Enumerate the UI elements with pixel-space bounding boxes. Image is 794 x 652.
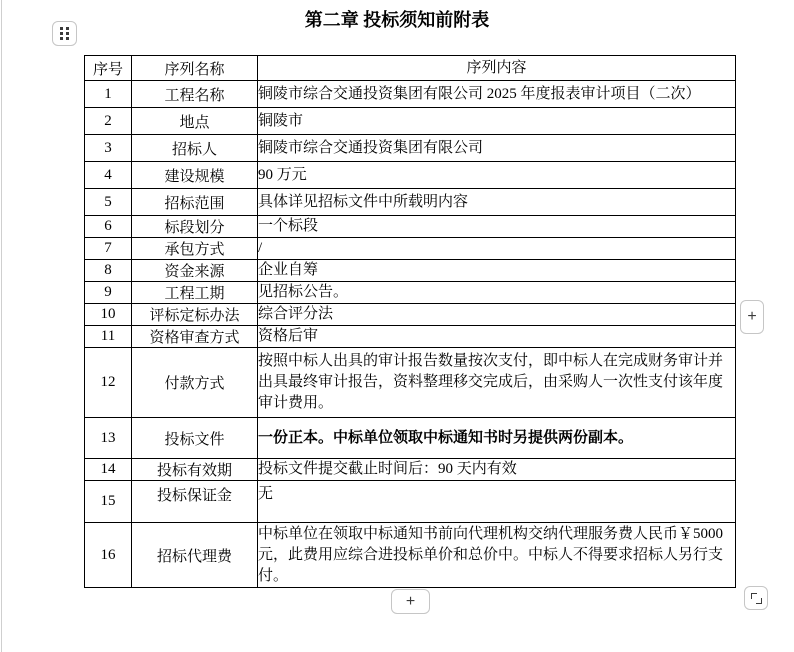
row-content-cell[interactable]: 投标文件提交截止时间后：90 天内有效 <box>258 459 736 481</box>
row-content-cell[interactable]: 铜陵市综合交通投资集团有限公司 2025 年度报表审计项目（二次） <box>258 81 736 108</box>
row-content-cell[interactable]: 中标单位在领取中标通知书前向代理机构交纳代理服务费人民币￥5000 元，此费用应综合进投标单价和总价中。中标人不得要求招标人另行支付。 <box>258 523 736 588</box>
row-name-cell[interactable]: 投标保证金 <box>132 481 258 523</box>
table-row <box>85 523 736 588</box>
row-number-cell[interactable]: 4 <box>85 162 132 189</box>
add-column-button[interactable] <box>740 300 764 334</box>
row-number-cell[interactable]: 13 <box>85 418 132 459</box>
row-name-cell[interactable]: 投标文件 <box>132 418 258 459</box>
table-row <box>85 348 736 418</box>
row-number-cell[interactable]: 11 <box>85 326 132 348</box>
row-number-cell[interactable]: 3 <box>85 135 132 162</box>
row-number-cell[interactable]: 8 <box>85 260 132 282</box>
table-header-row <box>85 56 736 81</box>
plus-icon: + <box>405 592 416 610</box>
table-row <box>85 418 736 459</box>
row-name-cell[interactable]: 承包方式 <box>132 238 258 260</box>
row-content-cell[interactable]: / <box>258 238 736 260</box>
row-number-cell[interactable]: 7 <box>85 238 132 260</box>
panel-edge-divider <box>1 0 2 652</box>
table-row <box>85 481 736 523</box>
row-number-cell[interactable]: 1 <box>85 81 132 108</box>
row-number-cell[interactable]: 16 <box>85 523 132 588</box>
row-number-cell[interactable]: 10 <box>85 304 132 326</box>
row-content-cell[interactable]: 一份正本。中标单位领取中标通知书时另提供两份副本。 <box>258 418 736 459</box>
row-content-cell[interactable]: 一个标段 <box>258 216 736 238</box>
table-row <box>85 135 736 162</box>
table-row <box>85 326 736 348</box>
header-item-content[interactable]: 序列内容 <box>258 56 736 81</box>
expand-table-button[interactable] <box>744 586 768 610</box>
row-name-cell[interactable]: 招标范围 <box>132 189 258 216</box>
table-row <box>85 282 736 304</box>
row-name-cell[interactable]: 投标有效期 <box>132 459 258 481</box>
bid-notice-table <box>84 55 736 588</box>
table-row <box>85 81 736 108</box>
row-content-cell[interactable]: 按照中标人出具的审计报告数量按次支付，即中标人在完成财务审计并出具最终审计报告，资料整理移交完成后，由采购人一次性支付该年度审计费用。 <box>258 348 736 418</box>
table-row <box>85 459 736 481</box>
table-row <box>85 108 736 135</box>
row-content-cell[interactable]: 综合评分法 <box>258 304 736 326</box>
table-row <box>85 216 736 238</box>
table-row <box>85 260 736 282</box>
table-row <box>85 304 736 326</box>
row-number-cell[interactable]: 15 <box>85 481 132 523</box>
header-seq-no[interactable]: 序号 <box>85 56 132 81</box>
row-content-cell[interactable]: 铜陵市 <box>258 108 736 135</box>
row-name-cell[interactable]: 工程名称 <box>132 81 258 108</box>
expand-icon <box>751 593 762 604</box>
row-content-cell[interactable]: 具体详见招标文件中所载明内容 <box>258 189 736 216</box>
page-title: 第二章 投标须知前附表 <box>304 10 490 30</box>
row-content-cell[interactable]: 企业自筹 <box>258 260 736 282</box>
row-name-cell[interactable]: 付款方式 <box>132 348 258 418</box>
row-number-cell[interactable]: 14 <box>85 459 132 481</box>
table-row <box>85 162 736 189</box>
row-name-cell[interactable]: 建设规模 <box>132 162 258 189</box>
row-number-cell[interactable]: 5 <box>85 189 132 216</box>
row-name-cell[interactable]: 招标人 <box>132 135 258 162</box>
header-item-name[interactable]: 序列名称 <box>132 56 258 81</box>
row-number-cell[interactable]: 12 <box>85 348 132 418</box>
row-content-cell[interactable]: 90 万元 <box>258 162 736 189</box>
row-name-cell[interactable]: 评标定标办法 <box>132 304 258 326</box>
row-content-cell[interactable]: 无 <box>258 481 736 523</box>
row-name-cell[interactable]: 资金来源 <box>132 260 258 282</box>
plus-icon: + <box>747 308 757 325</box>
row-number-cell[interactable]: 6 <box>85 216 132 238</box>
row-name-cell[interactable]: 工程工期 <box>132 282 258 304</box>
add-row-button[interactable] <box>391 589 430 614</box>
row-name-cell[interactable]: 地点 <box>132 108 258 135</box>
table-row <box>85 189 736 216</box>
row-number-cell[interactable]: 2 <box>85 108 132 135</box>
row-content-cell[interactable]: 见招标公告。 <box>258 282 736 304</box>
row-content-cell[interactable]: 铜陵市综合交通投资集团有限公司 <box>258 135 736 162</box>
row-number-cell[interactable]: 9 <box>85 282 132 304</box>
row-name-cell[interactable]: 招标代理费 <box>132 523 258 588</box>
row-name-cell[interactable]: 标段划分 <box>132 216 258 238</box>
row-name-cell[interactable]: 资格审查方式 <box>132 326 258 348</box>
table-row <box>85 238 736 260</box>
row-content-cell[interactable]: 资格后审 <box>258 326 736 348</box>
